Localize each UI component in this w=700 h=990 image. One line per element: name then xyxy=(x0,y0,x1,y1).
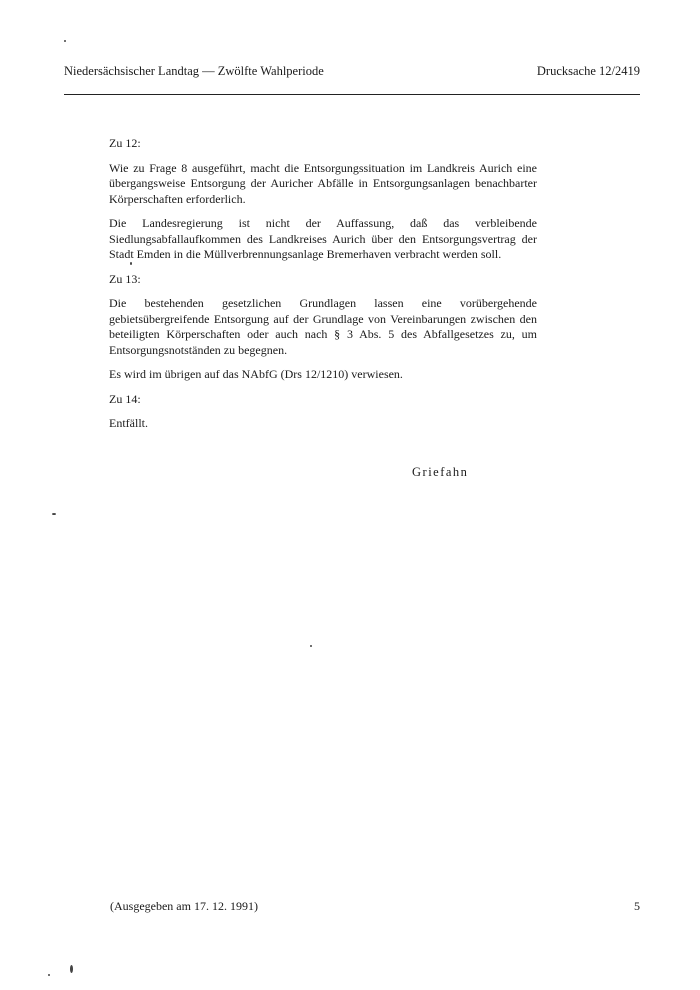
section-12-paragraph-2: Die Landesregierung ist nicht der Auffassung, daß das verbleibende Siedlungsabfallaufkommen des Landkreises Aurich über den Entsorgungsvertrag der Stadt Emden in die Müllverbrennungsanlage Bremerhaven verbracht werden soll. xyxy=(109,216,537,261)
issue-date: (Ausgegeben am 17. 12. 1991) xyxy=(110,899,258,913)
page-number: 5 xyxy=(634,899,640,913)
scan-speck xyxy=(310,645,312,647)
document-number: Drucksache 12/2419 xyxy=(536,64,640,78)
section-14-paragraph-1: Entfällt. xyxy=(109,416,148,430)
section-heading-14: Zu 14: xyxy=(109,391,141,406)
section-heading-12: Zu 12: xyxy=(109,136,141,150)
scan-speck xyxy=(130,262,132,265)
section-12-paragraph-1: Wie zu Frage 8 ausgeführt, macht die Entsorgungssituation im Landkreis Aurich eine übergangsweise Entsorgung der Auricher Abfälle in Entsorgungsanlagen benachbarter Körperschaften erforderlich. xyxy=(109,160,537,206)
section-13-paragraph-1: Die bestehenden gesetzlichen Grundlagen lassen eine vorübergehende gebietsübergreifende Entsorgung auf der Grundlage von Vereinbarungen zwischen den beteiligten Körperschaften oder auch nach § 3 Abs. 5 des Abfallgesetzes zu, um Entsorgungsnotständen zu begegnen. xyxy=(109,296,537,357)
scan-speck xyxy=(48,974,50,976)
scan-speck xyxy=(70,965,73,973)
section-heading-13: Zu 13: xyxy=(109,271,141,286)
scan-speck xyxy=(52,513,56,515)
scan-speck xyxy=(64,40,66,42)
header-divider xyxy=(64,94,640,95)
document-body xyxy=(109,136,537,441)
section-13-paragraph-2: Es wird im übrigen auf das NAbfG (Drs 12/1210) verwiesen. xyxy=(109,367,403,381)
signature: Griefahn xyxy=(412,465,469,479)
header-title: Niedersächsischer Landtag — Zwölfte Wahlperiode xyxy=(64,64,324,78)
